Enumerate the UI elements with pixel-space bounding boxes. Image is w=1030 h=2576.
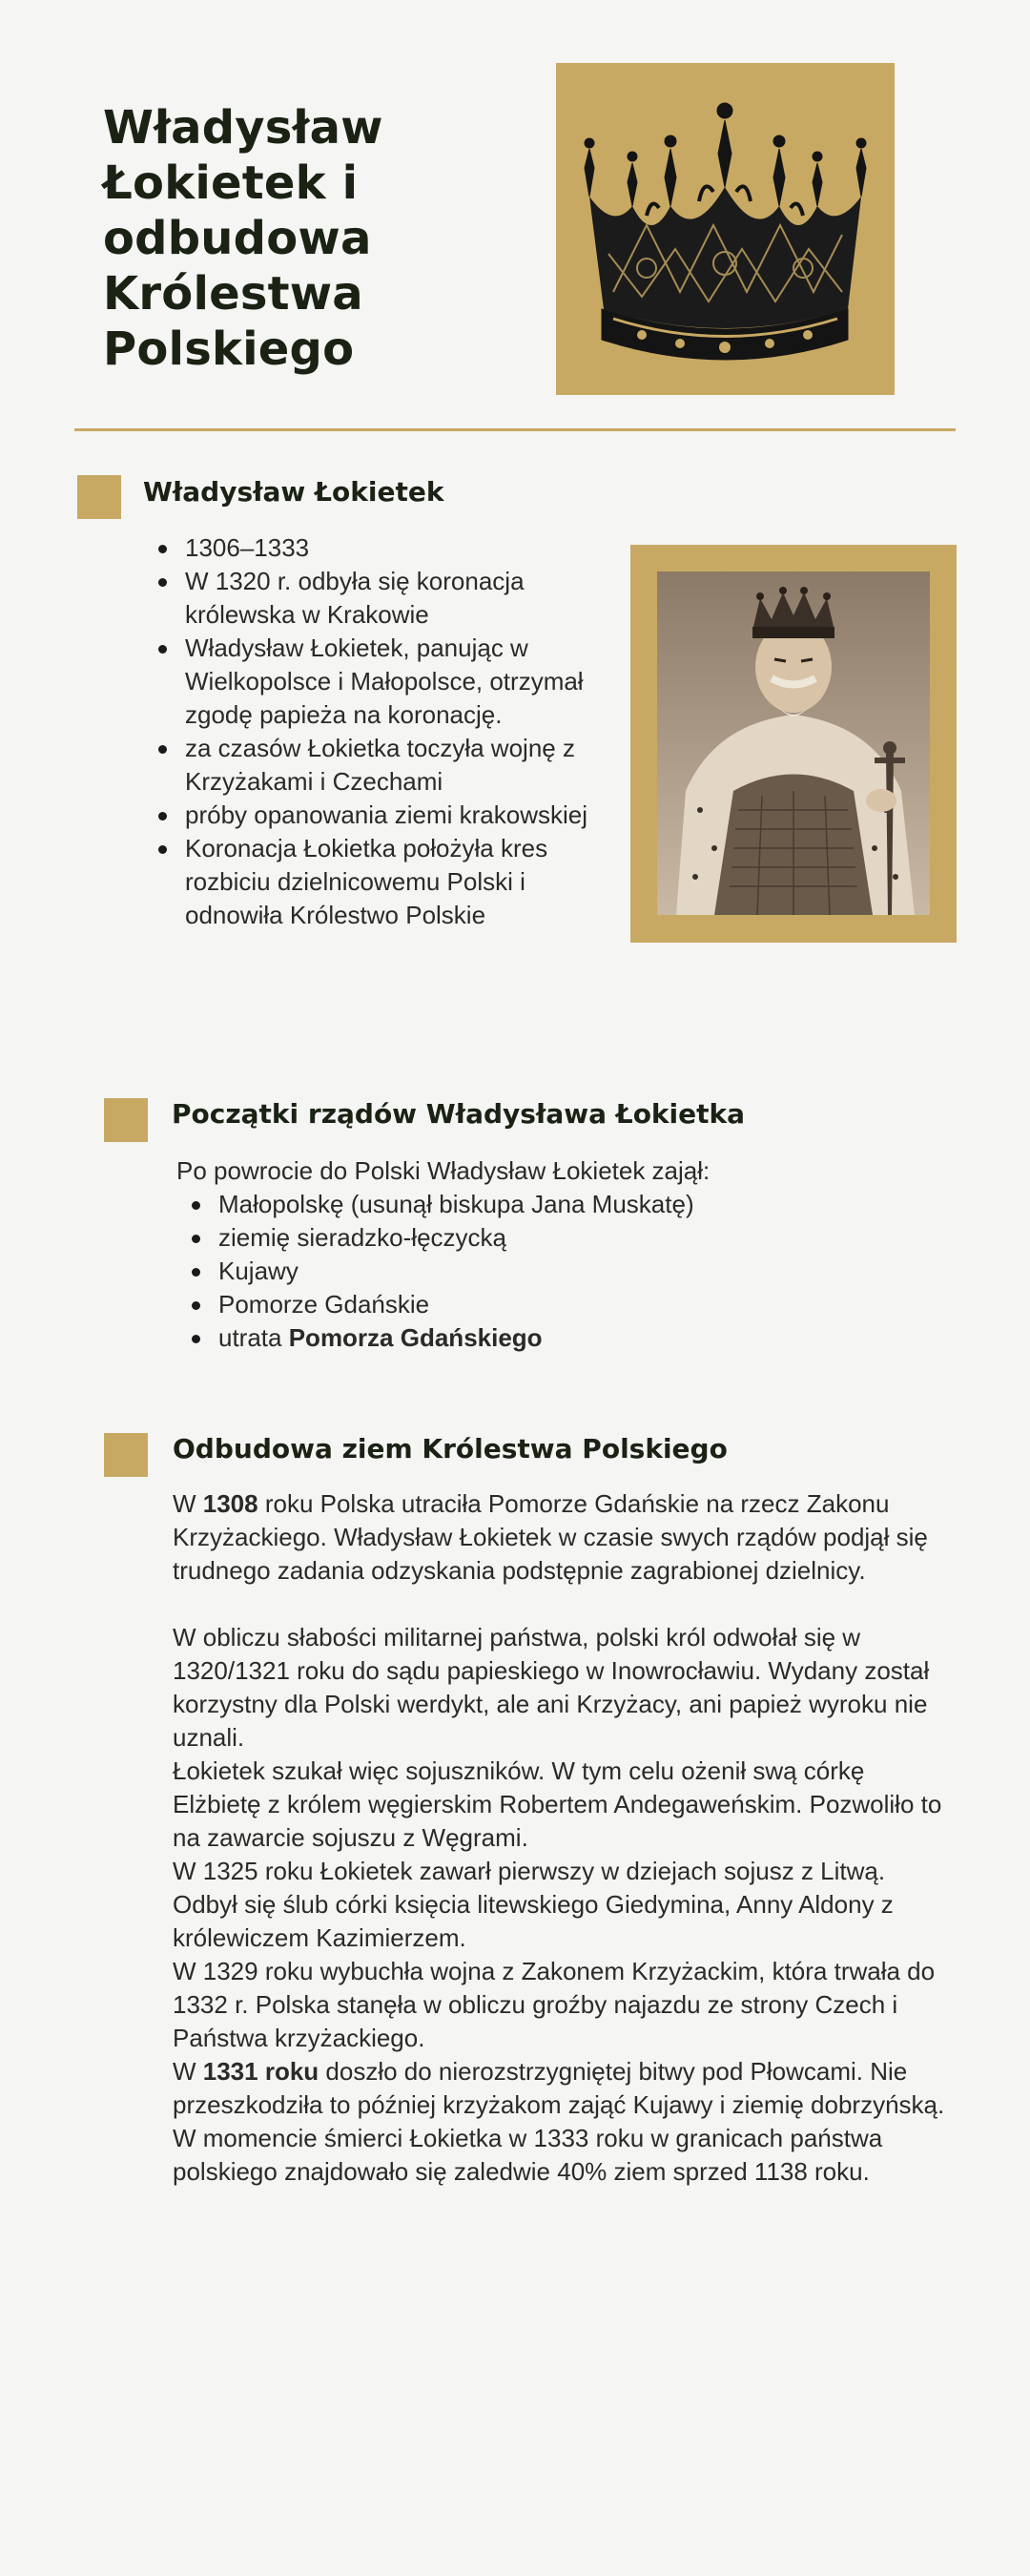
section-heading-odbudowa: Odbudowa ziem Królestwa Polskiego bbox=[173, 1433, 728, 1465]
list-item: W 1320 r. odbyła się koronacja królewska w Krakowie bbox=[153, 565, 610, 632]
paragraph: W obliczu słabości militarnej państwa, polski król odwołał się w 1320/1321 roku do sądu papieskiego w Inowrocławiu. Wydany został korzystny dla Polski werdykt, ale ani Krzyżacy, ani papież wyroku nie uznali. bbox=[173, 1623, 930, 1752]
crown-icon bbox=[556, 63, 895, 395]
list-item: Kujawy bbox=[186, 1255, 911, 1288]
title-line: Królestwa bbox=[103, 267, 363, 321]
list-item: próby opanowania ziemi krakowskiej bbox=[153, 799, 610, 832]
section3-body bbox=[173, 1487, 955, 2189]
section-heading-poczatki: Początki rządów Władysława Łokietka bbox=[172, 1098, 746, 1130]
title-line: odbudowa bbox=[103, 212, 372, 265]
list-item: za czasów Łokietka toczyła wojnę z Krzyżakami i Czechami bbox=[153, 732, 610, 799]
paragraph: W 1325 roku Łokietek zawarł pierwszy w dziejach sojusz z Litwą. Odbył się ślub córki księcia litewskiego Giedymina, Anny Aldony z królewiczem Kazimierzem. bbox=[173, 1857, 894, 1952]
list-item: 1306–1333 bbox=[153, 531, 610, 565]
paragraph-text: roku Polska utraciła Pomorze Gdańskie na rzecz Zakonu Krzyżackiego. Władysław Łokietek w czasie swych rządów podjął się trudnego zadania odzyskania podstępnie zagrabionej dzielnicy. bbox=[173, 1489, 928, 1585]
paragraph: W 1329 roku wybuchła wojna z Zakonem Krzyżackim, która trwała do 1332 r. Polska stanęła w obliczu groźby najazdu ze strony Czech i Państwa krzyżackiego. bbox=[173, 1957, 936, 2052]
portrait-frame bbox=[630, 545, 957, 943]
section-marker bbox=[104, 1098, 148, 1142]
list-item: Koronacja Łokietka położyła kres rozbiciu dzielnicowemu Polski i odnowiła Królestwo Polskie bbox=[153, 832, 610, 932]
list-item: ziemię sieradzko-łęczycką bbox=[186, 1221, 911, 1255]
list-item-bold-text: Pomorza Gdańskiego bbox=[288, 1323, 543, 1352]
crown-image bbox=[556, 63, 895, 395]
section2-intro: Po powrocie do Polski Władysław Łokietek zajął: bbox=[176, 1156, 711, 1185]
list-item: Małopolskę (usunął biskupa Jana Muskatę) bbox=[186, 1188, 911, 1221]
king-portrait-icon bbox=[657, 571, 930, 915]
title-line: Władysław bbox=[103, 101, 383, 155]
list-item-text: utrata bbox=[218, 1323, 289, 1352]
page-title bbox=[103, 100, 504, 377]
section2-list bbox=[186, 1188, 911, 1355]
section-heading-wladyslaw: Władysław Łokietek bbox=[143, 476, 444, 508]
section1-list bbox=[153, 531, 610, 932]
paragraph-bold-text: 1308 bbox=[202, 1489, 258, 1518]
paragraph bbox=[173, 1487, 955, 1588]
paragraph bbox=[173, 2055, 955, 2122]
paragraph-gap bbox=[173, 1588, 955, 1621]
section-marker bbox=[104, 1433, 148, 1477]
paragraph-bold-text: 1331 roku bbox=[202, 2057, 319, 2086]
paragraph-text: doszło do nierozstrzygniętej bitwy pod Płowcami. Nie przeszkodziła to później krzyżakom zająć Kujawy i ziemię dobrzyńską. bbox=[173, 2057, 945, 2119]
paragraph-text: W bbox=[173, 2057, 203, 2086]
paragraph: Łokietek szukał więc sojuszników. W tym celu ożenił swą córkę Elżbietę z królem węgierskim Robertem Andegaweńskim. Pozwoliło to na zawarcie sojuszu z Węgrami. bbox=[173, 1756, 942, 1852]
list-item bbox=[186, 1321, 911, 1355]
paragraph-text: W bbox=[173, 1489, 203, 1518]
title-line: Łokietek i bbox=[103, 156, 359, 210]
portrait-image bbox=[657, 571, 930, 915]
paragraph: W momencie śmierci Łokietka w 1333 roku w granicach państwa polskiego znajdowało się zaledwie 40% ziem sprzed 1138 roku. bbox=[173, 2124, 883, 2186]
list-item: Pomorze Gdańskie bbox=[186, 1288, 911, 1321]
title-line: Polskiego bbox=[103, 322, 355, 376]
list-item: Władysław Łokietek, panując w Wielkopolsce i Małopolsce, otrzymał zgodę papieża na koronację. bbox=[153, 632, 610, 732]
section-divider bbox=[74, 428, 956, 431]
section-marker bbox=[77, 475, 121, 519]
